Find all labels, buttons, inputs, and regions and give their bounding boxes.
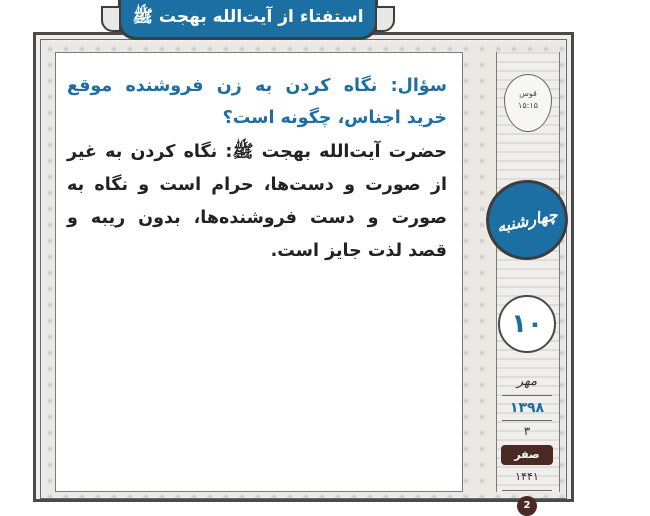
question-text: سؤال: نگاه کردن به زن فروشنده موقع خرید اجناس، چگونه است؟ — [67, 76, 447, 128]
divider-line — [502, 420, 552, 421]
zodiac-time: ۱۵:۱۵ — [518, 101, 538, 110]
gregorian-day-badge: 2 — [517, 496, 537, 516]
header-banner — [118, 0, 378, 40]
day-number-badge — [498, 295, 556, 353]
content-text — [67, 70, 447, 268]
lunar-year: ۱۴۴۱ — [515, 470, 539, 483]
weekday-badge — [479, 172, 576, 267]
solar-month: مهر — [516, 374, 538, 389]
weekday-label: چهارشنبه — [494, 204, 560, 236]
answer-text: حضرت آیت‌الله بهجت ﷺ: نگاه کردن به غیر از صورت و دست‌ها، حرام است و نگاه به صورت و دست فروشنده‌ها، بدون ریبه و قصد لذت جایز است. — [67, 142, 447, 261]
header-title: استفتاء از آیت‌الله بهجت ﷺ — [132, 7, 364, 27]
divider-line — [502, 395, 552, 396]
zodiac-name: قوس — [519, 89, 537, 98]
solar-year: ۱۳۹۸ — [509, 400, 545, 416]
divider-line — [502, 490, 552, 491]
lunar-month-badge: صفر — [501, 445, 553, 465]
day-number: ۱۰ — [511, 309, 543, 339]
calendar-column — [482, 52, 572, 511]
lunar-day: ۳ — [523, 424, 531, 438]
